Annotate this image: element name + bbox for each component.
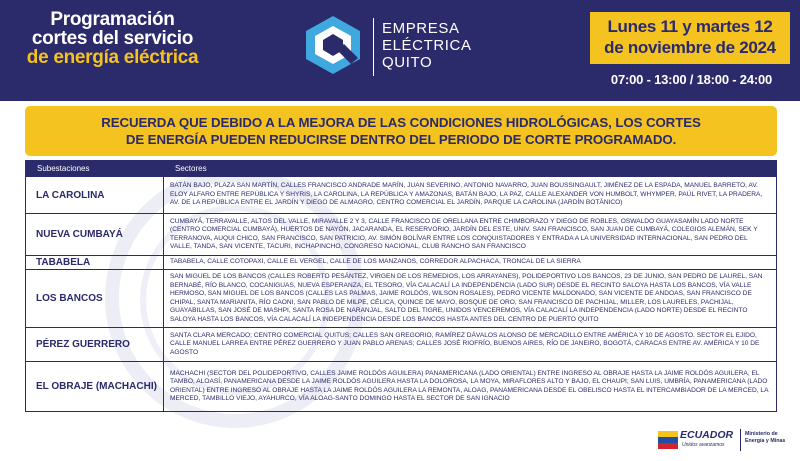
sectors-text: MACHACHI (SECTOR DEL POLIDEPORTIVO, CALLES JAIME ROLDÓS AGUILERA) PANAMERICANA (LADO ORIENTAL) ENTRE INGRESO AL OBRAJE HASTA LA JAIME ROLDÓS AGUILERA, EL TAMBO, ALOASÍ, PANAMERICANA DESDE LA JAIME ROLDÓS AGUILERA HASTA LA DOLOROSA, LA MOYA, MIRAFLORES ALTO Y BAJO, EL CHAUPI; SAN LUIS, UMBRÍA, PANAMERICANA (LADO ORIENTAL) ENTRE INGRESO AL OBRAJE HASTA LA JAIME ROLDÓS AGUILERA LA REMONTA, ALOAG, PANAMERICANA DESDE EL OBELISCO HASTA EL INTERCAMBIADOR DE LA MERCED, LA MERCED, TAMBILLO VIEJO, AYAHURCO, VÍA ALOAG-SANTO DOMINGO HASTA EL SECTOR DE SAN IGNACIO [170, 369, 769, 402]
substation-name: LOS BANCOS [26, 270, 164, 327]
notice-line-2: DE ENERGÍA PUEDEN REDUCIRSE DENTRO DEL PERIODO DE CORTE PROGRAMADO. [125, 132, 677, 147]
title-line-2: cortes del servicio [31, 28, 194, 49]
table-row [25, 177, 777, 214]
substation-name: LA CAROLINA [26, 177, 164, 213]
notice-banner [25, 106, 777, 156]
brand-name [382, 20, 472, 71]
table-header [25, 160, 777, 177]
table-row [25, 362, 777, 412]
ecuador-flag-icon [658, 431, 678, 449]
sectors-cell [164, 214, 776, 255]
substation-name: TABABELA [26, 256, 164, 269]
table-row [25, 270, 777, 328]
sectors-text: CUMBAYÁ, TERRAVALLE, ALTOS DEL VALLE, MIRAVALLE 2 Y 3, CALLE FRANCISCO DE ORELLANA ENTRE CHIMBORAZO Y DIEGO DE ROBLES, OSWALDO GUAYASAMÍN LADO NORTE (CENTRO COMERCIAL CUMBAYÁ), HUERTOS DE NAYÓN, JACARANDA, EL RESERVORIO, JARDÍN DEL ESTE, UNIV. SAN FRANCISCO, SAN JUAN DE CUMBAYÁ, COLEGIOS ALEMÁN, SEK Y TERRANOVA, AUQUI CHICO, SAN FRANCISCO, SAN PATRICIO, AV. SIMÓN BOLÍVAR ENTRE LOS CONQUISTADORES Y ENTRADA A LA UNIVERSIDAD INTERNACIONAL, SAN PEDRO DEL VALLE, TANDA, SAN VICENTE, TACURI, INCHAPINCHO, CONGRESO NACIONAL, CLUB RANCHO SAN FRANCISCO [170, 217, 758, 250]
page-title [10, 10, 215, 68]
brand-line-2: ELÉCTRICA [382, 37, 472, 54]
eeq-logo-icon [302, 14, 364, 76]
substation-name: PÉREZ GUERRERO [26, 328, 164, 361]
sectors-cell [164, 328, 776, 361]
schedule-hours: 07:00 - 13:00 / 18:00 - 24:00 [610, 72, 773, 87]
sectors-cell [164, 362, 776, 411]
ministry-line-1: Ministerio de [745, 431, 778, 437]
sectors-text: TABABELA, CALLE COTOPAXI, CALLE EL VERGEL, CALLE DE LOS MANZANOS, CORREDOR ALPACHACA, TRONCAL DE LA SIERRA [170, 258, 581, 266]
sectors-cell [164, 256, 776, 269]
ecuador-government-logo [658, 427, 738, 455]
brand-line-3: QUITO [382, 54, 433, 71]
table-row [25, 214, 777, 256]
ecuador-wordmark: ECUADOR [680, 429, 734, 441]
sectors-cell [164, 270, 776, 327]
header-sectores: Sectores [175, 164, 207, 173]
header-subestaciones: Subestaciones [37, 164, 90, 173]
date-line-2: de noviembre de 2024 [604, 38, 776, 57]
header-banner [0, 0, 800, 101]
table-row [25, 328, 777, 362]
substation-name: EL OBRAJE (MACHACHI) [26, 362, 164, 411]
ministry-line-2: Energía y Minas [745, 437, 786, 444]
date-line-1: Lunes 11 y martes 12 [607, 17, 773, 36]
sectors-text: SANTA CLARA MERCADO; CENTRO COMERCIAL QUITUS; CALLES SAN GREGORIO, RAMÍREZ DÁVALOS ALONSO DE MERCADILLO ENTRE AMÉRICA Y 10 DE AGOSTO. SECTOR EL EJIDO, CALLE MANUEL LARREA ENTRE PÉREZ GUERRERO Y JUAN PABLO ARENAS; CALLES JOSÉ RIOFRÍO, BUENOS AIRES, RÍO DE JANEIRO, BOGOTÁ, CARACAS ENTRE AV. AMÉRICA Y 10 DE AGOSTO [170, 331, 760, 356]
footer-divider [740, 429, 741, 451]
title-line-3: de energía eléctrica [26, 47, 199, 68]
logo-divider [373, 18, 374, 76]
outage-table [25, 160, 777, 412]
ministry-name [745, 431, 800, 444]
title-line-1: Programación [50, 9, 175, 30]
sectors-text: BATÁN BAJO, PLAZA SAN MARTÍN, CALLES FRANCISCO ANDRADE MARÍN, JUAN SEVERINO, ANTONIO NAVARRO, JUAN BOUSSINGAULT, JIMÉNEZ DE LA ESPADA, MANUEL BARRETO, AV. ELOY ALFARO ENTRE REPÚBLICA Y SHYRIS, LA CAROLINA, LA REPÚBLICA Y AMAZONAS, BATÁN BAJO, LA PAZ, CALLE ALEXANDER VON HUMBOLT, WHYMPER, PAÚL RIVET, LA PRADERA, AV. DE LA REPÚBLICA ENTRE EL JARDÍN Y DIEGO DE ALMAGRO, CENTRO COMERCIAL EL JARDÍN, PARQUE LA CAROLINA (JARDÍN BOTÁNICO) [170, 182, 763, 207]
date-badge [590, 12, 790, 64]
brand-line-1: EMPRESA [382, 20, 460, 37]
substation-name: NUEVA CUMBAYÁ [26, 214, 164, 255]
ecuador-tagline: Unidos avanzamos [682, 442, 725, 448]
table-row [25, 256, 777, 270]
sectors-text: SAN MIGUEL DE LOS BANCOS (CALLES ROBERTO PESÁNTEZ, VIRGEN DE LOS REMEDIOS, LOS ARRAYANES), POLIDEPORTIVO LOS BANCOS, 23 DE JUNIO, SAN PEDRO DE LAUREL, SAN BERNABÉ, RÍO BLANCO, COCANIGUAS, NUEVA ESPERANZA, EL TESORO, VÍA CALACALÍ LA INDEPENDENCIA (LADO SUR) DESDE EL RECINTO SALOYA HASTA LOS BANCOS, VÍA VALLE HERMOSO, SAN MIGUEL DE LOS BANCOS (CALLES LAS PALMAS, JAIME ROLDÓS, WILSON ROSALES), PEDRO VICENTE MALDONADO, SAN VICENTE DE ANDOAS, SAN FRANCISCO DE CHIPAL, SANTA MARIANITA, RÍO CAONI, SAN PABLO DE MILPE, CÉLICA, QUINCE DE MAYO, BOSQUE DE ORO, SAN FRANCISCO DE PACHIJAL, MILLER, LOS LAURELES, PACHIJAL, GUAYABILLAS, SAN JOSÉ DE MASHPI, SANTA ROSA DE NARANJAL, SALTO DEL TIGRE, UNIDOS VENCEREMOS, VÍA CALACALÍ LA INDEPENDENCIA (LADO NORTE) DESDE EL RECINTO SALOYA HASTA LOS BANCOS, VÍA CALACALÍ LA INDEPENDENCIA DESDE LOS BANCOS HASTA ANTES DEL CENTRO DE PUERTO QUITO [170, 273, 763, 323]
sectors-cell [164, 177, 776, 213]
notice-line-1: RECUERDA QUE DEBIDO A LA MEJORA DE LAS CONDICIONES HIDROLÓGICAS, LOS CORTES [101, 115, 701, 130]
